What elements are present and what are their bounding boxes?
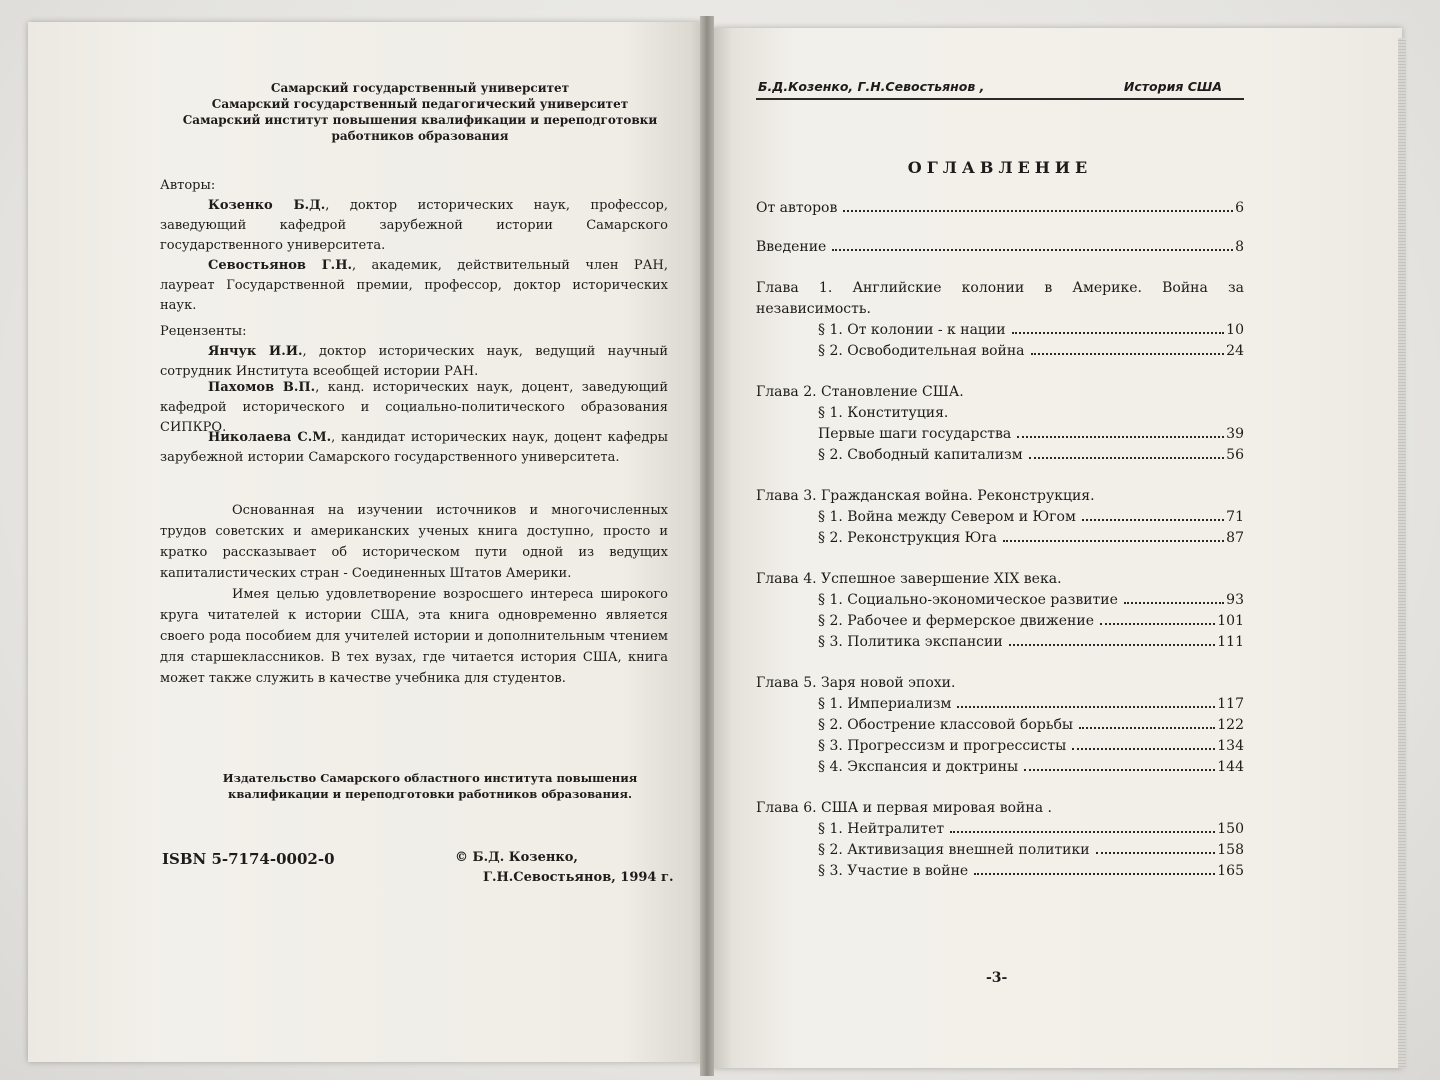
toc-label: § 1. Империализм xyxy=(818,696,952,712)
toc-label: § 2. Рабочее и фермерское движение xyxy=(818,613,1094,629)
toc-label: § 1. Социально-экономическое развитие xyxy=(818,592,1118,608)
abstract-paragraph: Основанная на изучении источников и многочисленных трудов советских и американских ученых книга доступно, просто и кратко рассказывает об историческом пути одной из ведущих капиталистических стран - Соединенных Штатов Америки. xyxy=(160,503,668,581)
page-edges xyxy=(1398,38,1406,1068)
toc-entry xyxy=(756,590,1244,611)
chapter-title: Глава 3. Гражданская война. Реконструкция. xyxy=(756,488,1095,504)
toc-chapter xyxy=(756,382,1244,466)
toc-label: § 2. Реконструкция Юга xyxy=(818,530,998,546)
author-desc: , доктор исторических наук, профессор, заведующий кафедрой зарубежной истории Самарского государственного университета. xyxy=(160,198,668,253)
author-desc: , академик, действительный член РАН, лауреат Государственной премии, профессор, доктор исторических наук. xyxy=(160,258,668,313)
toc-page: 56 xyxy=(1226,447,1244,463)
reviewer-name: Николаева С.М. xyxy=(208,430,332,445)
reviewer-desc: , кандидат исторических наук, доцент кафедры зарубежной истории Самарского государственного университета. xyxy=(160,430,668,465)
book-spine xyxy=(700,16,714,1076)
toc-label: § 2. Свободный капитализм xyxy=(818,447,1023,463)
running-header xyxy=(756,76,1244,100)
institution-line: работников образования xyxy=(331,129,509,143)
toc-page: 111 xyxy=(1217,634,1244,650)
copyright-line: © Б.Д. Козенко, xyxy=(455,850,578,865)
toc-entry xyxy=(756,445,1244,466)
toc-chapter xyxy=(756,673,1244,778)
toc-title: ОГЛАВЛЕНИЕ xyxy=(907,158,1093,177)
toc-subheading: § 1. Конституция. xyxy=(818,405,949,421)
reviewer-desc: , доктор исторических наук, ведущий научный сотрудник Института всеобщей истории РАН. xyxy=(160,344,668,379)
chapter-title: Глава 6. США и первая мировая война . xyxy=(756,800,1052,816)
reviewer-entry xyxy=(160,428,668,468)
institution-line: Самарский институт повышения квалификации и переподготовки xyxy=(182,113,658,127)
reviewers-heading: Рецензенты: xyxy=(160,324,247,339)
reviewer-name: Пахомов В.П. xyxy=(208,380,316,395)
toc-entry xyxy=(756,237,1244,258)
chapter-title: Глава 5. Заря новой эпохи. xyxy=(756,675,956,691)
toc-entry xyxy=(756,198,1244,219)
copyright-line: Г.Н.Севостьянов, 1994 г. xyxy=(483,870,674,885)
toc-label: § 1. От колонии - к нации xyxy=(818,322,1006,338)
institution-line: Самарский государственный университет xyxy=(270,81,570,95)
toc-page: 134 xyxy=(1217,738,1244,754)
page-number: -3- xyxy=(986,970,1008,986)
institutions-block xyxy=(140,80,700,144)
toc-page: 71 xyxy=(1226,509,1244,525)
authors-heading: Авторы: xyxy=(160,178,216,193)
toc-label: § 3. Прогрессизм и прогрессисты xyxy=(818,738,1067,754)
toc-entry xyxy=(756,320,1244,341)
toc-chapter xyxy=(756,798,1244,882)
reviewer-name: Янчук И.И. xyxy=(208,344,303,359)
toc-label: § 3. Политика экспансии xyxy=(818,634,1003,650)
header-authors: Б.Д.Козенко, Г.Н.Севостьянов , xyxy=(758,79,985,94)
toc-label: Введение xyxy=(756,239,827,255)
publisher-info xyxy=(160,770,700,802)
author-entry xyxy=(160,196,668,256)
publisher-line: квалификации и переподготовки работников образования. xyxy=(228,787,632,801)
toc-entry xyxy=(756,694,1244,715)
toc-label: § 3. Участие в войне xyxy=(818,863,969,879)
toc-page: 8 xyxy=(1235,239,1244,255)
toc-page: 144 xyxy=(1217,759,1244,775)
toc-entry xyxy=(756,861,1244,882)
toc-page: 10 xyxy=(1226,322,1244,338)
toc-page: 158 xyxy=(1217,842,1244,858)
toc-label: § 2. Освободительная война xyxy=(818,343,1025,359)
toc-label: § 2. Обострение классовой борьбы xyxy=(818,717,1074,733)
chapter-title: Глава 4. Успешное завершение XIX века. xyxy=(756,571,1062,587)
toc-entry xyxy=(756,424,1244,445)
author-entry xyxy=(160,256,668,316)
reviewer-desc: , канд. исторических наук, доцент, заведующий кафедрой исторического и социально-политического образования СИПКРО. xyxy=(160,380,669,435)
toc-page: 87 xyxy=(1226,530,1244,546)
abstract-paragraph: Имея целью удовлетворение возросшего интереса широкого круга читателей к истории США, эта книга одновременно является своего рода пособием для учителей истории и дополнительным чтением для старшеклассников. В тех вузах, где читается история США, книга может также служить в качестве учебника для студентов. xyxy=(160,587,668,686)
toc-page: 39 xyxy=(1226,426,1244,442)
toc-chapter xyxy=(756,569,1244,653)
toc-entry xyxy=(756,715,1244,736)
toc-page: 6 xyxy=(1235,200,1244,216)
toc-label: § 1. Война между Севером и Югом xyxy=(818,509,1076,525)
toc-entry xyxy=(756,840,1244,861)
toc-page: 122 xyxy=(1217,717,1244,733)
toc-page: 165 xyxy=(1217,863,1244,879)
toc-entry xyxy=(756,632,1244,653)
table-of-contents xyxy=(756,198,1244,882)
copyright xyxy=(455,848,674,888)
toc-label: Первые шаги государства xyxy=(818,426,1012,442)
toc-page: 101 xyxy=(1217,613,1244,629)
header-title: История США xyxy=(1123,79,1222,94)
toc-label: От авторов xyxy=(756,200,838,216)
toc-entry xyxy=(756,528,1244,549)
toc-entry xyxy=(756,611,1244,632)
toc-entry xyxy=(756,736,1244,757)
chapter-title: Глава 2. Становление США. xyxy=(756,384,964,400)
toc-chapter xyxy=(756,486,1244,549)
toc-page: 117 xyxy=(1217,696,1244,712)
toc-label: § 1. Нейтралитет xyxy=(818,821,945,837)
author-name: Севостьянов Г.Н. xyxy=(208,258,353,273)
isbn: ISBN 5-7174-0002-0 xyxy=(162,850,335,868)
toc-entry xyxy=(756,819,1244,840)
toc-page: 24 xyxy=(1226,343,1244,359)
toc-chapter xyxy=(756,278,1244,362)
toc-page: 93 xyxy=(1226,592,1244,608)
reviewer-entry xyxy=(160,342,668,382)
toc-entry xyxy=(756,507,1244,528)
toc-entry xyxy=(756,341,1244,362)
toc-label: § 2. Активизация внешней политики xyxy=(818,842,1090,858)
toc-page: 150 xyxy=(1217,821,1244,837)
institution-line: Самарский государственный педагогический университет xyxy=(211,97,629,111)
abstract xyxy=(160,500,668,689)
publisher-line: Издательство Самарского областного института повышения xyxy=(222,771,638,785)
chapter-title: Глава 1. Английские колонии в Америке. Война за независимость. xyxy=(756,280,1244,317)
author-name: Козенко Б.Д. xyxy=(208,198,326,213)
toc-label: § 4. Экспансия и доктрины xyxy=(818,759,1019,775)
toc-entry xyxy=(756,757,1244,778)
